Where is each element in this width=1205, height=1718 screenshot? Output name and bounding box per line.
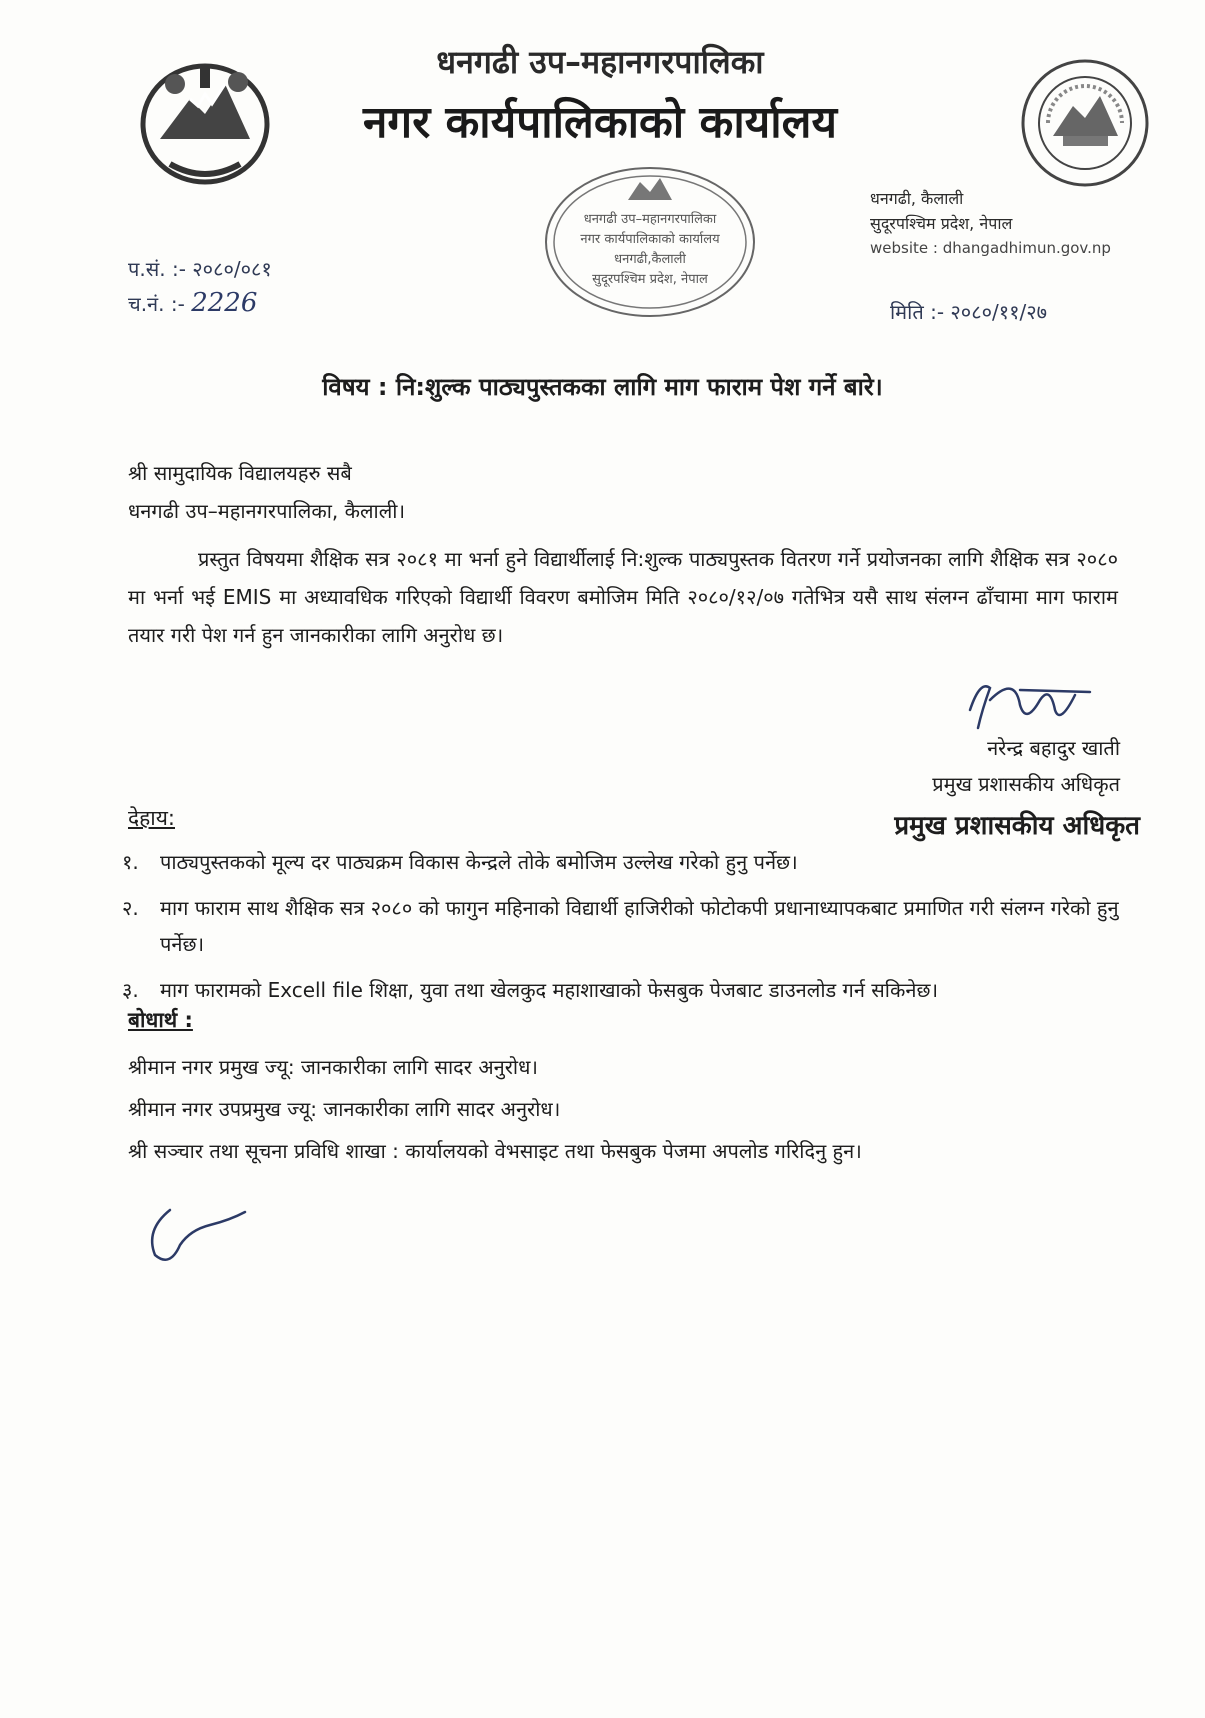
note-item — [122, 890, 1122, 962]
note-number: २. — [122, 896, 139, 920]
cc-heading: बोधार्थ : — [128, 1008, 193, 1032]
nepal-emblem-icon — [130, 44, 280, 194]
signature-icon — [960, 670, 1100, 736]
address-city: धनगढी, कैलाली — [870, 189, 964, 208]
cc-item: श्री सञ्चार तथा सूचना प्रविधि शाखा : कार्यालयको वेभसाइट तथा फेसबुक पेजमा अपलोड गरिदिनु हुन। — [128, 1139, 862, 1163]
notes-heading: देहाय: — [128, 806, 175, 830]
recipient-line-2: धनगढी उप–महानगरपालिका, कैलाली। — [128, 499, 406, 523]
signatory-name: नरेन्द्र बहादुर खाती — [987, 736, 1120, 760]
stamp-line-3: धनगढी,कैलाली — [614, 252, 686, 267]
note-item — [122, 972, 1122, 1008]
notes-list — [122, 844, 1122, 1018]
note-number: ३. — [122, 978, 139, 1002]
letter-subject: विषय : नि:शुल्क पाठ्यपुस्तकका लागि माग फाराम पेश गर्ने बारे। — [322, 373, 883, 401]
office-stamp — [540, 162, 760, 322]
letter-body: प्रस्तुत विषयमा शैक्षिक सत्र २०८१ मा भर्ना हुने विद्यार्थीलाई नि:शुल्क पाठ्यपुस्तक वितरण गर्ने प्रयोजनका लागि शैक्षिक सत्र २०८० मा भर्ना भई EMIS मा अध्यावधिक गरिएको विद्यार्थी विवरण बमोजिम मिति २०८०/१२/०७ गतेभित्र यसै साथ संलग्न ढाँचामा माग फाराम तयार गरी पेश गर्न हुन जानकारीका लागि अनुरोध छ। — [128, 547, 1118, 647]
stamp-line-4: सुदूरपश्चिम प्रदेश, नेपाल — [592, 272, 708, 287]
municipality-seal-icon — [1018, 56, 1152, 190]
cc-list — [128, 1046, 862, 1172]
note-text: माग फारामको Excell file शिक्षा, युवा तथा खेलकुद महाशाखाको फेसबुक पेजबाट डाउनलोड गर्न सकिनेछ। — [160, 978, 939, 1002]
dispatch-number-value: 2226 — [191, 288, 258, 318]
note-number: १. — [122, 850, 139, 874]
municipality-name: धनगढी उप–महानगरपालिका — [436, 43, 764, 81]
stamp-line-2: नगर कार्यपालिकाको कार्यालय — [580, 232, 720, 247]
letter-date: मिति :- २०८०/११/२७ — [890, 300, 1048, 324]
reference-block — [128, 252, 272, 321]
initial-scribble-icon — [140, 1190, 250, 1270]
recipient-block — [128, 454, 405, 530]
office-name: नगर कार्यपालिकाको कार्यालय — [363, 97, 837, 148]
signatory-block — [820, 730, 1120, 802]
dispatch-number-label: च.नं. :- — [128, 292, 185, 316]
signatory-title: प्रमुख प्रशासकीय अधिकृत — [932, 772, 1120, 796]
address-province: सुदूरपश्चिम प्रदेश, नेपाल — [870, 214, 1013, 233]
stamp-line-1: धनगढी उप–महानगरपालिका — [583, 212, 717, 227]
signatory-title-stamp: प्रमुख प्रशासकीय अधिकृत — [894, 811, 1140, 841]
address-website: website : dhangadhimun.gov.np — [870, 239, 1111, 257]
cc-item: श्रीमान नगर उपप्रमुख ज्यू: जानकारीका लागि सादर अनुरोध। — [128, 1097, 561, 1121]
note-text: पाठ्यपुस्तकको मूल्य दर पाठ्यक्रम विकास केन्द्रले तोके बमोजिम उल्लेख गरेको हुनु पर्नेछ। — [160, 850, 798, 874]
note-text: माग फाराम साथ शैक्षिक सत्र २०८० को फागुन महिनाको विद्यार्थी हाजिरीको फोटोकपी प्रधानाध्यापकबाट प्रमाणित गरी संलग्न गरेको हुनु पर्नेछ। — [160, 896, 1119, 956]
recipient-line-1: श्री सामुदायिक विद्यालयहरु सबै — [128, 461, 352, 485]
letter-reference-number: प.सं. :- २०८०/०८१ — [128, 257, 272, 281]
office-address — [870, 186, 1111, 261]
cc-item: श्रीमान नगर प्रमुख ज्यू: जानकारीका लागि सादर अनुरोध। — [128, 1055, 538, 1079]
note-item — [122, 844, 1122, 880]
